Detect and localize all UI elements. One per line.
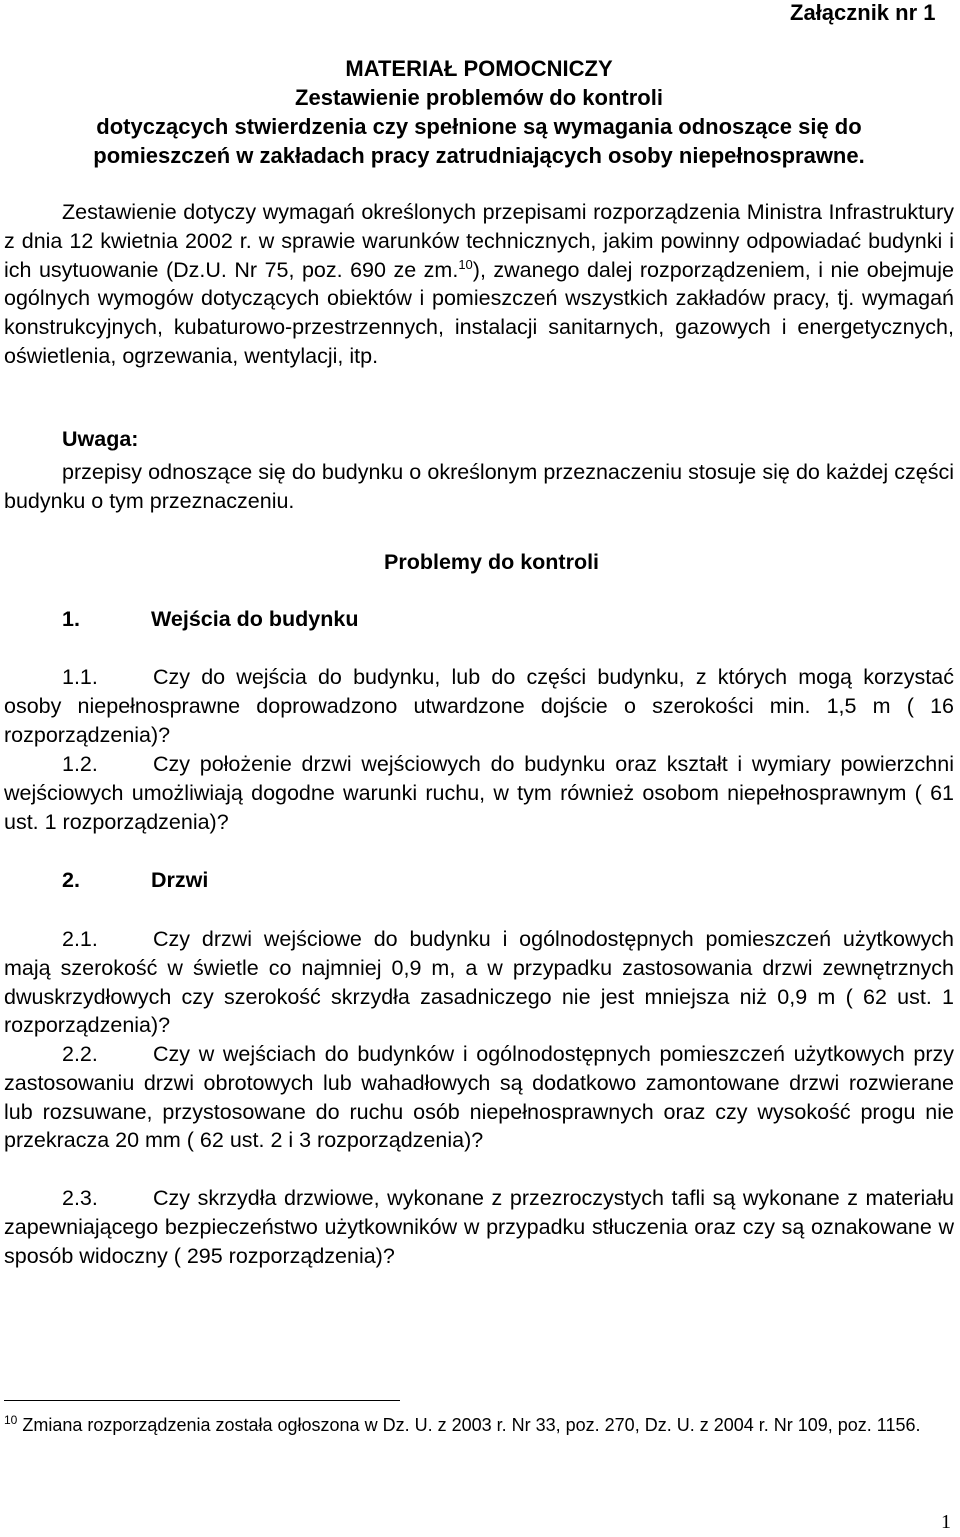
header-line: pomieszczeń w zakładach pracy zatrudniających osoby niepełnosprawne. — [93, 143, 865, 168]
document-header — [4, 54, 954, 170]
section-title: Wejścia do budynku — [151, 607, 359, 631]
header-subtitle: Zestawienie problemów do kontroli — [295, 85, 663, 110]
note-body: przepisy odnoszące się do budynku o określonym przeznaczeniu stosuje się do każdej części budynku o tym przeznaczeniu. — [4, 460, 954, 513]
question-number: 1.1. — [62, 665, 98, 689]
footnote — [4, 1413, 944, 1438]
question-item — [4, 663, 954, 749]
question-text: Czy skrzydła drzwiowe, wykonane z przezroczystych tafli są wykonane z materiału zapewniającego bezpieczeństwo użytkowników w przypadku stłuczenia oraz czy są oznakowane w sposób widoczny ( 295 rozporządzenia)? — [4, 1186, 954, 1268]
question-number: 2.1. — [62, 927, 98, 951]
section-number: 2. — [62, 868, 80, 892]
intro-text: Zestawienie dotyczy wymagań określonych przepisami rozporządzenia Ministra Infrastruktury z dnia 12 kwietnia 2002 r. w sprawie warunków technicznych, jakim powinny odpowiadać budynki i ich usytuowanie (Dz.U. Nr 75, poz. 690 ze zm. — [4, 200, 954, 282]
question-text: Czy do wejścia do budynku, lub do części budynku, z których mogą korzystać osoby niepełnosprawne doprowadzono utwardzone dojście o szerokości min. 1,5 m ( 16 rozporządzenia)? — [4, 665, 954, 747]
question-number: 2.2. — [62, 1042, 98, 1066]
question-number: 1.2. — [62, 752, 98, 776]
question-item — [4, 1184, 954, 1270]
question-text: Czy położenie drzwi wejściowych do budynku oraz kształt i wymiary powierzchni wejściowych umożliwiają dogodne warunki ruchu, w tym również osobom niepełnosprawnym ( 61 ust. 1 rozporządzenia)? — [4, 752, 954, 834]
question-item — [4, 1040, 954, 1155]
footnote-reference: 10 — [458, 256, 473, 272]
problems-heading: Problemy do kontroli — [384, 550, 600, 574]
section-title: Drzwi — [151, 868, 209, 892]
intro-text-continued: ), zwanego dalej rozporządzeniem, i nie obejmuje ogólnych wymogów dotyczących obiektów i pomieszczeń wszystkich zakładów pracy, tj. wymagań konstrukcyjnych, kubaturowo-przestrzennych, instalacji sanitarnych, gazowych i energetycznych, oświetlenia, ogrzewania, wentylacji, itp. — [4, 257, 954, 368]
annex-label: Załącznik nr 1 — [790, 0, 936, 25]
section-number: 1. — [62, 607, 80, 631]
page-number: 1 — [941, 1511, 951, 1533]
question-number: 2.3. — [62, 1186, 98, 1210]
intro-paragraph — [4, 198, 954, 371]
note-label: Uwaga: — [62, 427, 139, 451]
question-text: Czy drzwi wejściowe do budynku i ogólnodostępnych pomieszczeń użytkowych mają szerokość w świetle co najmniej 0,9 m, a w przypadku zastosowania drzwi zewnętrznych dwuskrzydłowych czy szerokość skrzydła zasadniczego nie jest mniejsza niż 0,9 m ( 62 ust. 1 rozporządzenia)? — [4, 927, 954, 1038]
footnote-text: Zmiana rozporządzenia została ogłoszona w Dz. U. z 2003 r. Nr 33, poz. 270, Dz. U. z 2004 r. Nr 109, poz. 1156. — [22, 1415, 921, 1435]
header-title: MATERIAŁ POMOCNICZY — [345, 56, 613, 81]
footnote-divider — [4, 1400, 400, 1401]
question-text: Czy w wejściach do budynków i ogólnodostępnych pomieszczeń użytkowych przy zastosowaniu drzwi obrotowych lub wahadłowych są dodatkowo zamontowane drzwi rozwierane lub rozsuwane, przystosowane do ruchu osób niepełnosprawnych oraz czy wysokość progu nie przekracza 20 mm ( 62 ust. 2 i 3 rozporządzenia)? — [4, 1042, 954, 1153]
question-item — [4, 750, 954, 836]
header-line: dotyczących stwierdzenia czy spełnione są wymagania odnoszące się do — [96, 114, 862, 139]
footnote-marker: 10 — [4, 1413, 18, 1427]
question-item — [4, 925, 954, 1040]
note-text — [4, 458, 954, 516]
